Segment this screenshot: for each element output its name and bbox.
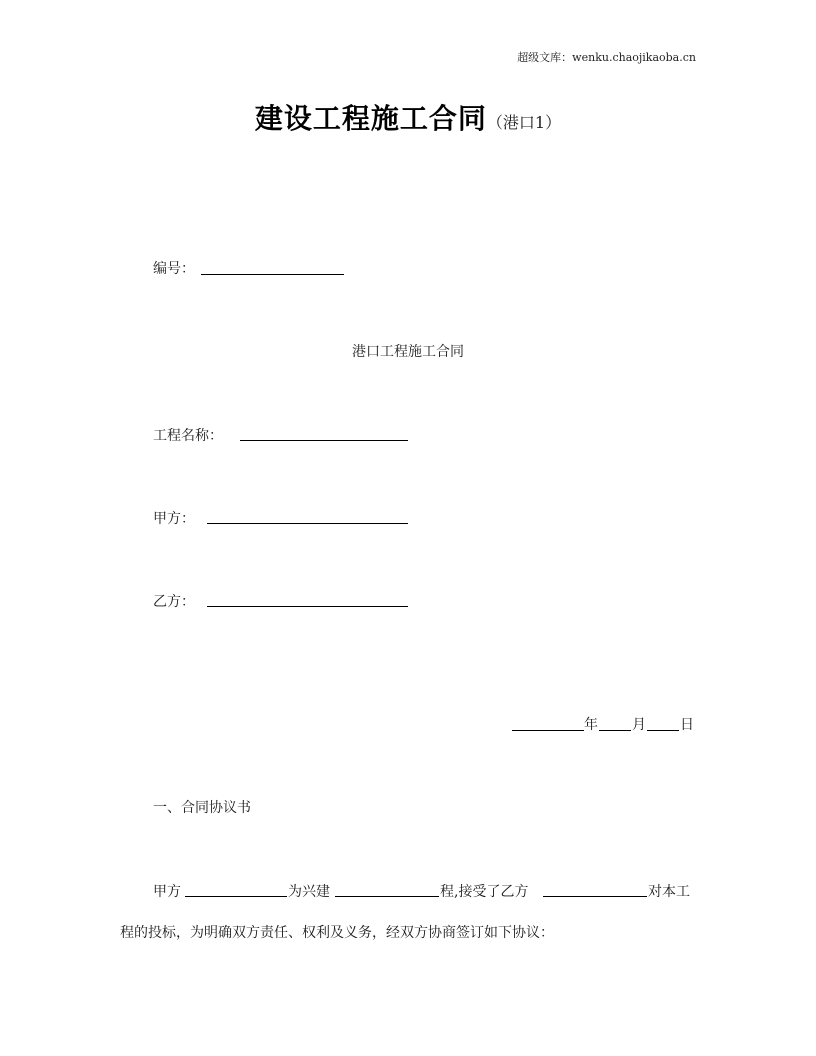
section-heading: 一、合同协议书 — [153, 800, 251, 816]
project-name-field[interactable] — [240, 440, 408, 441]
date-month-label: 月 — [632, 717, 646, 733]
date-day-label: 日 — [680, 717, 694, 733]
document-subtitle: 港口工程施工合同 — [352, 344, 464, 360]
para-party-a-field[interactable] — [185, 896, 287, 897]
source-header-note: 超级文库：wenku.chaojikaoba.cn — [517, 51, 696, 64]
para-party-b-field[interactable] — [543, 896, 647, 897]
number-field[interactable] — [201, 274, 344, 275]
date-year-field[interactable] — [512, 730, 584, 731]
para-text-party-a: 甲方 — [153, 884, 181, 900]
para-line-2: 程的投标，为明确双方责任、权利及义务，经双方协商签订如下协议： — [120, 925, 554, 941]
title-main: 建设工程施工合同 — [254, 102, 487, 135]
date-month-field[interactable] — [599, 730, 631, 731]
project-name-label: 工程名称： — [153, 428, 223, 444]
party-b-label: 乙方： — [153, 594, 195, 610]
para-text-build: 为兴建 — [288, 884, 330, 900]
party-a-label: 甲方： — [153, 511, 195, 527]
title-suffix: （港口1） — [486, 113, 562, 132]
para-text-for: 对本工 — [648, 884, 690, 900]
date-day-field[interactable] — [647, 730, 679, 731]
para-project-field[interactable] — [335, 896, 439, 897]
date-year-label: 年 — [584, 717, 598, 733]
para-text-accept: 程,接受了乙方 — [440, 884, 529, 900]
party-b-field[interactable] — [207, 606, 408, 607]
party-a-field[interactable] — [207, 523, 408, 524]
document-title — [0, 97, 816, 137]
number-label: 编号： — [153, 261, 195, 277]
